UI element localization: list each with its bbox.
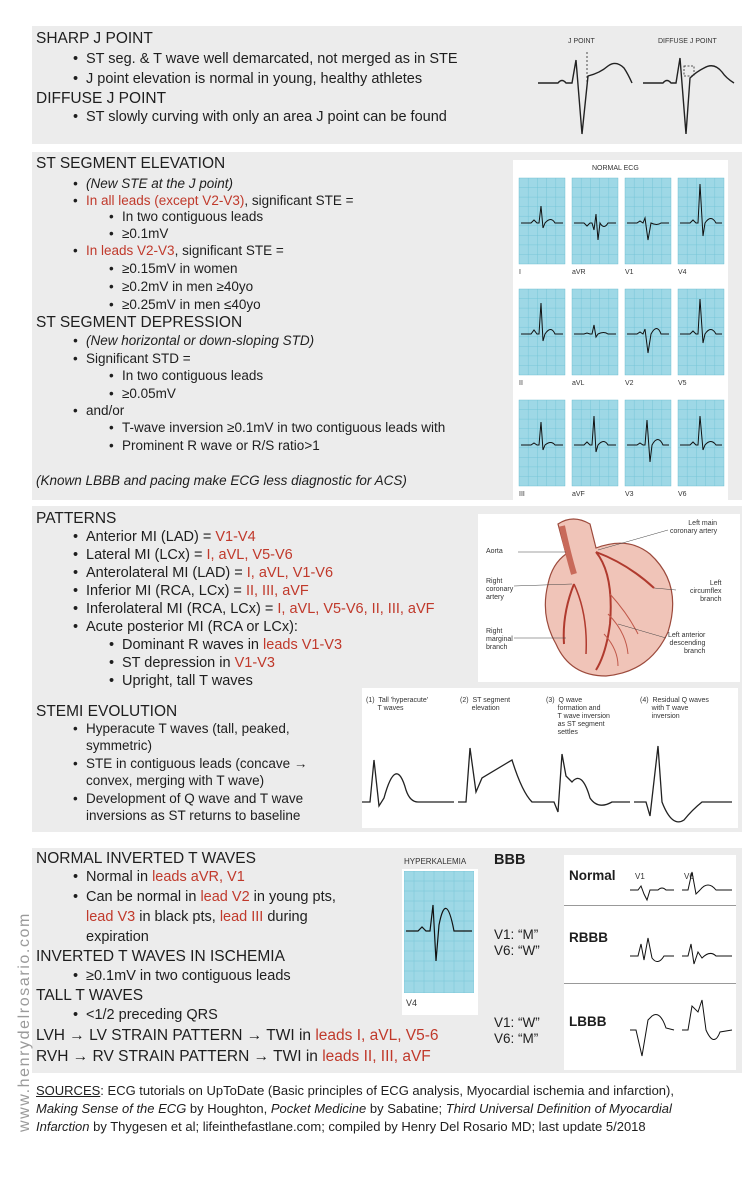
stemi-bullet-3a: • Development of Q wave and T wave (86, 792, 303, 806)
hyperkalemia-ecg (404, 871, 474, 993)
bbb-title: BBB (494, 852, 526, 868)
ecg-lead-avl (572, 289, 618, 387)
stemi-evolution-waves (362, 740, 738, 828)
ecg-lead-ii (519, 289, 565, 387)
tall-t-title: TALL T WAVES (36, 987, 144, 1004)
stemi-bullet-2b: convex, merging with T wave) (86, 773, 265, 788)
heart-label-right-coronary: Right coronary artery (486, 578, 514, 602)
normal-ecg-leads (513, 176, 728, 504)
ecg-lead-label: II (519, 380, 523, 387)
pattern-item-5: • Acute posterior MI (RCA or LCx): (86, 620, 298, 635)
std-bullet-2-sub-2: • ≥0.05mV (122, 387, 176, 401)
posterior-sub-3: • Upright, tall T waves (122, 674, 253, 689)
pattern-item-3: • Inferior MI (RCA, LCx) = II, III, aVF (86, 584, 309, 599)
ste-bullet-3: • In leads V2-V3, significant STE = (86, 244, 284, 258)
ecg-lead-i (519, 178, 565, 276)
ecg-lead-label: V6 (678, 491, 687, 498)
stemi-fig-label-3: (3) Q wave formation and T wave inversion as ST segment settles (546, 697, 610, 737)
posterior-sub-1: • Dominant R waves in leads V1-V3 (122, 638, 342, 653)
stemi-bullet-1a: • Hyperacute T waves (tall, peaked, (86, 722, 290, 736)
ste-title: ST SEGMENT ELEVATION (36, 155, 226, 172)
stemi-fig-label-2: (2) ST segment elevation (460, 697, 511, 713)
sharp-jpoint-bullet-1: • ST seg. & T wave well demarcated, not merged as in STE (86, 52, 458, 67)
pattern-item-0: • Anterior MI (LAD) = V1-V4 (86, 530, 256, 545)
ecg-lead-iii (519, 400, 565, 498)
ecg-lead-label: aVF (572, 491, 585, 498)
ecg-lead-label: aVR (572, 269, 586, 276)
ecg-lead-v5 (678, 289, 724, 387)
stemi-bullet-3b: inversions as ST returns to baseline (86, 808, 301, 823)
heart-label-lad: Left anterior descending branch (668, 632, 706, 656)
heart-label-left-main: Left main coronary artery (670, 520, 718, 536)
std-bullet-3-sub-1: • T-wave inversion ≥0.1mV in two contiguous leads with (122, 421, 445, 435)
normal-ecg-title: NORMAL ECG (592, 165, 639, 172)
ecg-lead-label: aVL (572, 380, 585, 387)
watermark: www.henrydelrosario.com (16, 912, 33, 1132)
twave-bullet-2-line-2: lead V3 in black pts, lead III during (86, 909, 308, 925)
sources-line-3: Infarction by Thygesen et al; lifeinthefastlane.com; compiled by Henry Del Rosario MD; last update 5/2018 (36, 1119, 646, 1134)
heart-label-aorta: Aorta (486, 548, 503, 555)
sources-line-1: SOURCES: ECG tutorials on UpToDate (Basic principles of ECG analysis, Myocardial ischemia and infarction), (36, 1083, 674, 1098)
std-bullet-2: • Significant STD = (86, 352, 191, 366)
ste-bullet-2-sub-1: • In two contiguous leads (122, 210, 263, 224)
diffuse-j-point-figure-label: DIFFUSE J POINT (658, 38, 717, 45)
std-bullet-3: • and/or (86, 404, 124, 418)
rbbb-v6-pattern: V6: “W” (494, 943, 540, 958)
ecg-lead-avf (572, 400, 618, 498)
lvh-line: LVH → LV STRAIN PATTERN → TWI in leads I, aVL, V5-6 (36, 1027, 439, 1044)
posterior-sub-2: • ST depression in V1-V3 (122, 656, 275, 671)
ecg-lead-label: I (519, 269, 521, 276)
twave-bullet-4: • <1/2 preceding QRS (86, 1008, 218, 1023)
bbb-waveforms (628, 860, 736, 1068)
heart-label-right-marginal: Right marginal branch (486, 628, 513, 652)
diffuse-jpoint-bullet-1: • ST slowly curving with only an area J point can be found (86, 110, 447, 125)
ecg-lead-label: V3 (625, 491, 634, 498)
lbbb-v1-pattern: V1: “W” (494, 1015, 540, 1030)
std-title: ST SEGMENT DEPRESSION (36, 314, 243, 331)
ste-bullet-3-sub-3: • ≥0.25mV in men ≤40yo (122, 298, 261, 312)
ste-bullet-2-sub-2: • ≥0.1mV (122, 227, 168, 241)
ste-bullet-3-sub-2: • ≥0.2mV in men ≥40yo (122, 280, 253, 294)
j-point-figure-label: J POINT (568, 38, 595, 45)
heart-label-left-circumflex: Left circumflex branch (690, 580, 722, 604)
ecg-lead-v1 (625, 178, 671, 276)
bbb-v6-lead-label: V6 (684, 872, 694, 881)
pattern-item-1: • Lateral MI (LCx) = I, aVL, V5-V6 (86, 548, 293, 563)
twave-bullet-1: • Normal in leads aVR, V1 (86, 870, 245, 885)
ecg-lead-label: V1 (625, 269, 634, 276)
lbbb-v6-pattern: V6: “M” (494, 1031, 539, 1046)
j-point-ecg-figure (538, 48, 738, 138)
pattern-item-2: • Anterolateral MI (LAD) = I, aVL, V1-V6 (86, 566, 333, 581)
stemi-fig-label-1: (1) Tall 'hyperacute' T waves (366, 697, 429, 713)
rbbb-v1-pattern: V1: “M” (494, 927, 539, 942)
std-bullet-2-sub-1: • In two contiguous leads (122, 369, 263, 383)
sources-line-2: Making Sense of the ECG by Houghton, Pocket Medicine by Sabatine; Third Universal Definition of Myocardial (36, 1101, 672, 1116)
stemi-bullet-1b: symmetric) (86, 738, 152, 753)
twave-bullet-2: • Can be normal in lead V2 in young pts, (86, 890, 336, 905)
inverted-t-ischemia-title: INVERTED T WAVES IN ISCHEMIA (36, 948, 285, 965)
bbb-v1-lead-label: V1 (635, 872, 645, 881)
patterns-title: PATTERNS (36, 510, 117, 527)
ecg-lead-label: III (519, 491, 525, 498)
diffuse-jpoint-title: DIFFUSE J POINT (36, 90, 167, 107)
twave-bullet-2-line-3: expiration (86, 929, 149, 945)
bbb-normal-label: Normal (569, 868, 616, 883)
hyperkalemia-label: HYPERKALEMIA (404, 857, 467, 866)
ste-bullet-2: • In all leads (except V2-V3), significant STE = (86, 194, 354, 208)
ecg-lead-label: V5 (678, 380, 687, 387)
ecg-lead-v2 (625, 289, 671, 387)
bbb-lbbb-label: LBBB (569, 1014, 607, 1029)
std-bullet-1: • (New horizontal or down-sloping STD) (86, 334, 314, 348)
twave-bullet-3: • ≥0.1mV in two contiguous leads (86, 969, 291, 984)
ecg-lead-v4 (678, 178, 724, 276)
ecg-lead-label: V4 (678, 269, 687, 276)
normal-inverted-t-title: NORMAL INVERTED T WAVES (36, 850, 256, 867)
hyperkalemia-lead: V4 (406, 998, 418, 1008)
ste-bullet-1: • (New STE at the J point) (86, 177, 233, 191)
stemi-title: STEMI EVOLUTION (36, 703, 178, 720)
ecg-lead-label: V2 (625, 380, 634, 387)
std-note: (Known LBBB and pacing make ECG less diagnostic for ACS) (36, 473, 407, 488)
pattern-item-4: • Inferolateral MI (RCA, LCx) = I, aVL, V5-V6, II, III, aVF (86, 602, 435, 617)
sharp-jpoint-bullet-2: • J point elevation is normal in young, healthy athletes (86, 72, 422, 87)
ste-bullet-3-sub-1: • ≥0.15mV in women (122, 262, 237, 276)
ecg-lead-v6 (678, 400, 724, 498)
rvh-line: RVH → RV STRAIN PATTERN → TWI in leads II, III, aVF (36, 1048, 431, 1065)
stemi-fig-label-4: (4) Residual Q waves with T wave inversion (640, 697, 709, 721)
std-bullet-3-sub-2: • Prominent R wave or R/S ratio>1 (122, 439, 320, 453)
stemi-bullet-2a: • STE in contiguous leads (concave → (86, 757, 307, 771)
ecg-lead-v3 (625, 400, 671, 498)
bbb-rbbb-label: RBBB (569, 930, 608, 945)
sharp-jpoint-title: SHARP J POINT (36, 30, 153, 47)
ecg-lead-avr (572, 178, 618, 276)
